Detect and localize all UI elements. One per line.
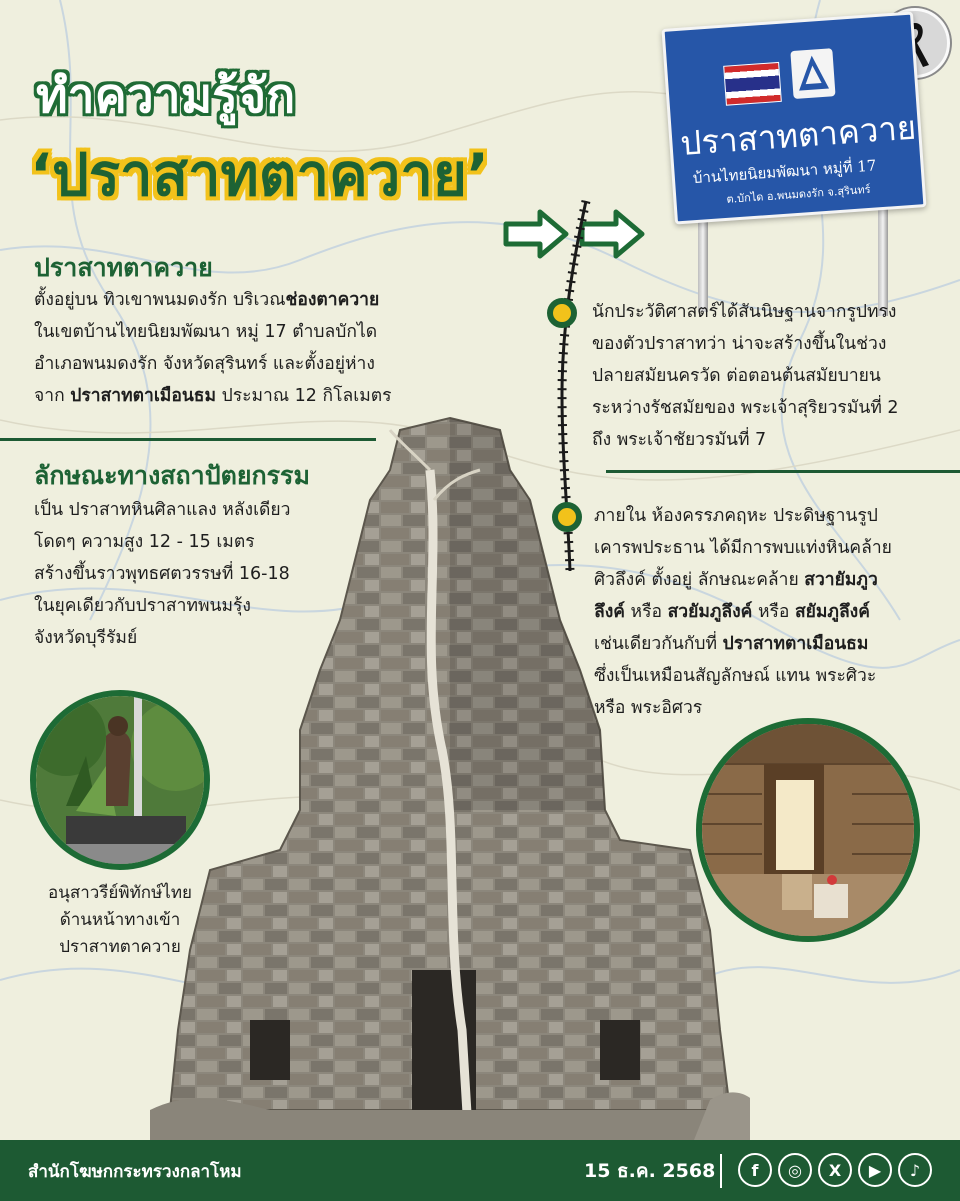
text-span: ประมาณ 12 กิโลเมตร <box>216 386 392 406</box>
text-line: โดดๆ ความสูง 12 - 15 เมตร <box>34 532 255 552</box>
highlight-text: สวยัมภูลึงค์ <box>667 602 753 622</box>
caption-line: ปราสาทตาควาย <box>59 937 181 957</box>
text-line: หรือ พระอิศวร <box>594 698 703 718</box>
highlight-text: ปราสาทตาเมือนธม <box>722 634 869 654</box>
text-line: ซึ่งเป็นเหมือนสัญลักษณ์ แทน พระศิวะ <box>594 666 877 686</box>
text-line: ในเขตบ้านไทยนิยมพัฒนา หมู่ 17 ตำบลบักได <box>34 322 378 342</box>
text-span: หรือ <box>752 602 795 622</box>
emblem-icon <box>790 48 835 99</box>
youtube-icon[interactable]: ▶ <box>858 1153 892 1187</box>
sign-location: ต.บักได อ.พนมดงรัก จ.สุรินทร์ <box>726 182 872 206</box>
text-line: เคารพประธาน ได้มีการพบแท่งหินคล้าย <box>594 538 892 558</box>
sign-subtitle: บ้านไทยนิยมพัฒนา หมู่ที่ 17 <box>692 156 877 188</box>
text-line: ภายใน ห้องครรภคฤหะ ประดิษฐานรูป <box>594 506 878 526</box>
text-line: อำเภอพนมดงรัก จังหวัดสุรินทร์ และตั้งอยู่ห่าง <box>34 354 375 374</box>
thai-flag-icon <box>723 62 782 106</box>
text-line: ระหว่างรัชสมัยของ พระเจ้าสุริยวรมันที่ 2 <box>592 398 899 418</box>
text-line: ปลายสมัยนครวัด ต่อตอนต้นสมัยบายน <box>592 366 881 386</box>
highlight-text: ลึงค์ <box>594 602 625 622</box>
highlight-text: ช่องตาควาย <box>285 290 380 310</box>
text-line: สร้างขึ้นราวพุทธศตวรรษที่ 16-18 <box>34 564 290 584</box>
timeline-dot-1 <box>547 298 577 328</box>
facebook-icon[interactable]: f <box>738 1153 772 1187</box>
road-sign <box>661 11 926 224</box>
text-line: ในยุคเดียวกับปราสาทพนมรุ้ง <box>34 596 251 616</box>
footer-separator <box>720 1154 722 1188</box>
caption-line: ด้านหน้าทางเข้า <box>59 910 181 930</box>
ta-kwai-temple-photo <box>150 410 750 1150</box>
x-icon[interactable]: X <box>818 1153 852 1187</box>
section-heading-location: ปราสาทตาควาย <box>34 253 213 282</box>
sign-name: ปราสาทตาควาย <box>679 107 918 163</box>
footer-bar <box>0 1140 960 1201</box>
text-span: เช่นเดียวกันกับที่ <box>594 634 723 654</box>
footer-organization: สำนักโฆษกกระทรวงกลาโหม <box>28 1162 242 1182</box>
text-line: ถึง พระเจ้าชัยวรมันที่ 7 <box>592 430 767 450</box>
text-line: จังหวัดบุรีรัมย์ <box>34 628 138 648</box>
text-span: หรือ <box>624 602 668 622</box>
footer-date: 15 ธ.ค. 2568 <box>584 1160 716 1182</box>
section-heading-architecture: ลักษณะทางสถาปัตยกรรม <box>34 461 310 490</box>
title-line-2: ‘ปราสาทตาควาย’ <box>30 141 489 209</box>
highlight-text: สยัมภูลึงค์ <box>794 602 870 622</box>
highlight-text: สวายัมภูว <box>804 570 878 590</box>
text-line: เป็น ปราสาทหินศิลาแลง หลังเดียว <box>34 500 291 520</box>
highlight-text: ปราสาทตาเมือนธม <box>70 386 217 406</box>
text-span: ตั้งอยู่บน ทิวเขาพนมดงรัก บริเวณ <box>34 290 286 310</box>
instagram-icon[interactable]: ◎ <box>778 1153 812 1187</box>
tiktok-icon[interactable]: ♪ <box>898 1153 932 1187</box>
location-paragraph <box>34 284 392 412</box>
text-span: จาก <box>34 386 71 406</box>
text-span: ศิวลึงค์ ตั้งอยู่ ลักษณะคล้าย <box>594 570 805 590</box>
text-line: ของตัวปราสาทว่า น่าจะสร้างขึ้นในช่วง <box>592 334 887 354</box>
text-line: นักประวัติศาสตร์ได้สันนิษฐานจากรูปทรง <box>592 302 897 322</box>
title-line-1: ทำความรู้จัก <box>36 68 296 124</box>
caption-line: อนุสาวรีย์พิทักษ์ไทย <box>47 883 193 903</box>
